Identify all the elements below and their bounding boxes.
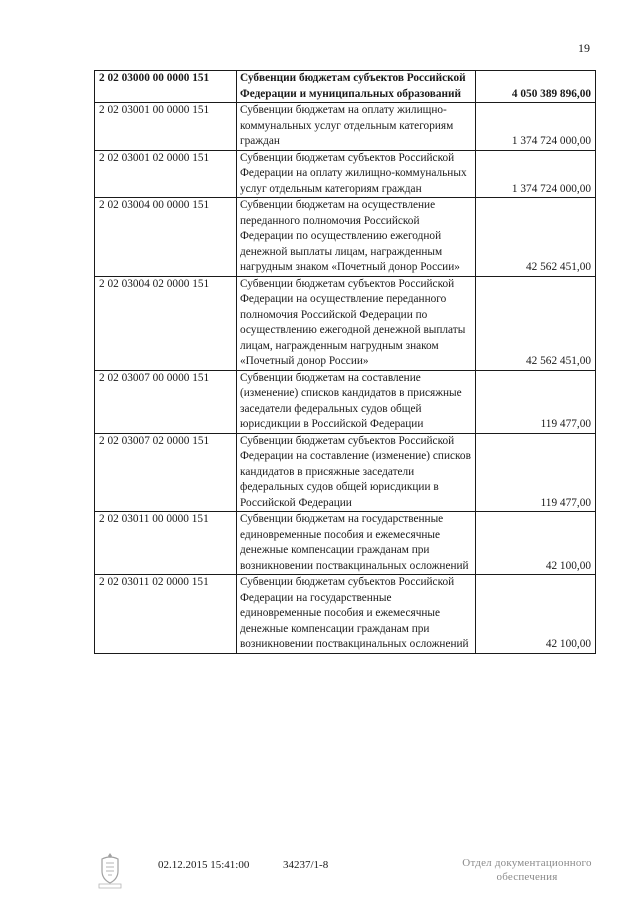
row-name: Субвенции бюджетам субъектов Российской Федерации на государственные единовременные пособия и ежемесячные денежные компенсации гражданам при возникновении поствакцинальных осложнений — [237, 575, 476, 654]
row-code: 2 02 03007 02 0000 151 — [95, 433, 237, 512]
row-amount: 42 100,00 — [476, 575, 596, 654]
budget-table — [94, 70, 596, 654]
row-code: 2 02 03011 00 0000 151 — [95, 512, 237, 575]
row-code: 2 02 03004 02 0000 151 — [95, 276, 237, 370]
table-row — [95, 150, 596, 198]
table-row — [95, 575, 596, 654]
row-amount: 1 374 724 000,00 — [476, 150, 596, 198]
table-row — [95, 370, 596, 433]
row-code: 2 02 03011 02 0000 151 — [95, 575, 237, 654]
row-name: Субвенции бюджетам субъектов Российской Федерации и муниципальных образований — [237, 71, 476, 103]
row-name: Субвенции бюджетам на составление (изменение) списков кандидатов в присяжные заседатели федеральных судов общей юрисдикции в Российской Федерации — [237, 370, 476, 433]
row-amount: 119 477,00 — [476, 370, 596, 433]
row-amount: 42 562 451,00 — [476, 198, 596, 277]
stamp-line-1: Отдел документационного — [462, 857, 592, 869]
row-code: 2 02 03000 00 0000 151 — [95, 71, 237, 103]
table-row — [95, 71, 596, 103]
table-row — [95, 198, 596, 277]
row-code: 2 02 03001 00 0000 151 — [95, 103, 237, 151]
row-amount: 42 100,00 — [476, 512, 596, 575]
footer-doc-number: 34237/1-8 — [283, 859, 329, 871]
department-stamp — [447, 856, 607, 884]
row-amount: 1 374 724 000,00 — [476, 103, 596, 151]
row-code: 2 02 03001 02 0000 151 — [95, 150, 237, 198]
row-amount: 119 477,00 — [476, 433, 596, 512]
table-row — [95, 103, 596, 151]
row-name: Субвенции бюджетам субъектов Российской Федерации на оплату жилищно-коммунальных услуг отдельным категориям граждан — [237, 150, 476, 198]
row-code: 2 02 03007 00 0000 151 — [95, 370, 237, 433]
page-number: 19 — [578, 41, 590, 55]
table-row — [95, 433, 596, 512]
row-name: Субвенции бюджетам на осуществление переданного полномочия Российской Федерации по осуществлению ежегодной денежной выплаты лицам, награжденным нагрудным знаком «Почетный донор России» — [237, 198, 476, 277]
row-name: Субвенции бюджетам субъектов Российской Федерации на осуществление переданного полномочия Российской Федерации по осуществлению ежегодной денежной выплаты лицам, награжденным нагрудным знаком «Почетный донор России» — [237, 276, 476, 370]
row-amount: 4 050 389 896,00 — [476, 71, 596, 103]
table-row — [95, 512, 596, 575]
table-row — [95, 276, 596, 370]
row-name: Субвенции бюджетам на оплату жилищно-коммунальных услуг отдельным категориям граждан — [237, 103, 476, 151]
footer-datetime: 02.12.2015 15:41:00 — [158, 859, 250, 871]
stamp-line-2: обеспечения — [496, 871, 558, 883]
row-name: Субвенции бюджетам на государственные единовременные пособия и ежемесячные денежные компенсации гражданам при возникновении поствакцинальных осложнений — [237, 512, 476, 575]
row-amount: 42 562 451,00 — [476, 276, 596, 370]
row-code: 2 02 03004 00 0000 151 — [95, 198, 237, 277]
row-name: Субвенции бюджетам субъектов Российской Федерации на составление (изменение) списков кандидатов в присяжные заседатели федеральных судов общей юрисдикции в Российской Федерации — [237, 433, 476, 512]
coat-of-arms-icon — [96, 851, 124, 889]
